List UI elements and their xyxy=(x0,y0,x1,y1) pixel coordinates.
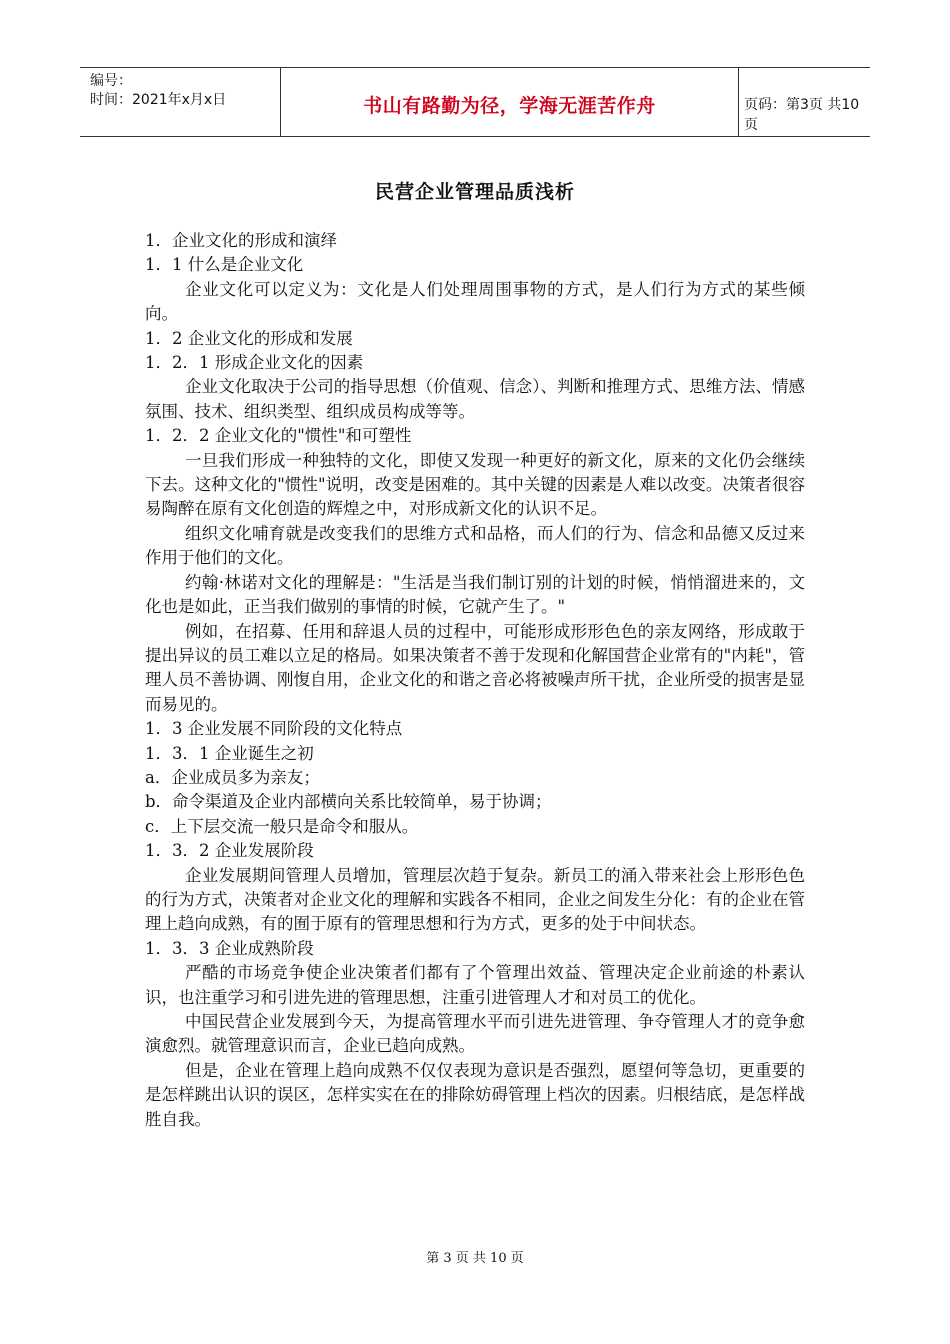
body-paragraph: 中国民营企业发展到今天，为提高管理水平而引进先进管理、争夺管理人才的竞争愈演愈烈。就管理意识而言，企业已趋向成熟。 xyxy=(145,1012,805,1056)
body-paragraph: 严酷的市场竞争使企业决策者们都有了个管理出效益、管理决定企业前途的朴素认识，也注重学习和引进先进的管理思想，注重引进管理人才和对员工的优化。 xyxy=(145,963,805,1007)
body-paragraph: 企业文化可以定义为：文化是人们处理周围事物的方式，是人们行为方式的某些倾向。 xyxy=(145,279,805,324)
section-heading: 1．2．1 形成企业文化的因素 xyxy=(145,353,364,373)
doc-number-label: 编号： xyxy=(90,73,132,89)
section-heading: 1．3．2 企业发展阶段 xyxy=(145,841,314,861)
header-right-cell xyxy=(738,68,870,136)
body-paragraph: 企业文化取决于公司的指导思想（价值观、信念）、判断和推理方式、思维方法、情感氛围、技术、组织类型、组织成员构成等等。 xyxy=(145,377,805,421)
section-heading: 1．1 什么是企业文化 xyxy=(145,255,304,275)
body-paragraph: 但是，企业在管理上趋向成熟不仅仅表现为意识是否强烈，愿望何等急切，更重要的是怎样跳出认识的误区，怎样实实在在的排除妨碍管理上档次的因素。归根结底，是怎样战胜自我。 xyxy=(145,1060,805,1129)
doc-date-label: 时间：2021年x月x日 xyxy=(90,92,227,108)
header-motto-cell xyxy=(280,68,739,136)
section-heading: c．上下层交流一般只是命令和服从。 xyxy=(145,816,419,836)
section-heading: b．命令渠道及企业内部横向关系比较简单，易于协调； xyxy=(145,792,552,812)
header-left-cell xyxy=(80,68,280,136)
section-heading: 1．3．1 企业诞生之初 xyxy=(145,743,314,763)
header-page-info: 页码：第3页 共10页 xyxy=(744,97,860,133)
document-title: 民营企业管理品质浅析 xyxy=(374,181,575,203)
body-paragraph: 例如，在招募、任用和辞退人员的过程中，可能形成形形色色的亲友网络，形成敢于提出异议的员工难以立足的格局。如果决策者不善于发现和化解国营企业常有的"内耗"，管理人员不善协调、刚愎自用，企业文化的和谐之音必将被噪声所干扰，企业所受的损害是显而易见的。 xyxy=(145,621,805,714)
section-heading: 1．2．2 企业文化的"惯性"和可塑性 xyxy=(145,426,412,446)
body-paragraph: 企业发展期间管理人员增加，管理层次趋于复杂。新员工的涌入带来社会上形形色色的行为方式，决策者对企业文化的理解和实践各不相同，企业之间发生分化：有的企业在管理上趋向成熟，有的囿于原有的管理思想和行为方式，更多的处于中间状态。 xyxy=(145,865,805,934)
motto-text: 书山有路勤为径，学海无涯苦作舟 xyxy=(363,95,656,117)
section-heading: 1．3．3 企业成熟阶段 xyxy=(145,938,314,958)
section-heading: 1．2 企业文化的形成和发展 xyxy=(145,328,353,348)
page-footer: 第 3 页 共 10 页 xyxy=(426,1251,524,1266)
section-heading: 1．3 企业发展不同阶段的文化特点 xyxy=(145,719,403,739)
section-heading: 1．企业文化的形成和演绎 xyxy=(145,231,337,250)
body-paragraph: 约翰·林诺对文化的理解是："生活是当我们制订别的计划的时候，悄悄溜进来的，文化也是如此，正当我们做别的事情的时候，它就产生了。" xyxy=(145,572,805,617)
section-heading: a．企业成员多为亲友； xyxy=(145,767,320,787)
body-paragraph: 组织文化哺育就是改变我们的思维方式和品格，而人们的行为、信念和品德又反过来作用于他们的文化。 xyxy=(145,523,805,568)
page-header xyxy=(80,67,870,137)
body-paragraph: 一旦我们形成一种独特的文化，即使又发现一种更好的新文化，原来的文化仍会继续下去。这种文化的"惯性"说明，改变是困难的。其中关键的因素是人难以改变。决策者很容易陶醉在原有文化创造的辉煌之中，对形成新文化的认识不足。 xyxy=(145,450,805,519)
document-body xyxy=(145,229,805,1132)
